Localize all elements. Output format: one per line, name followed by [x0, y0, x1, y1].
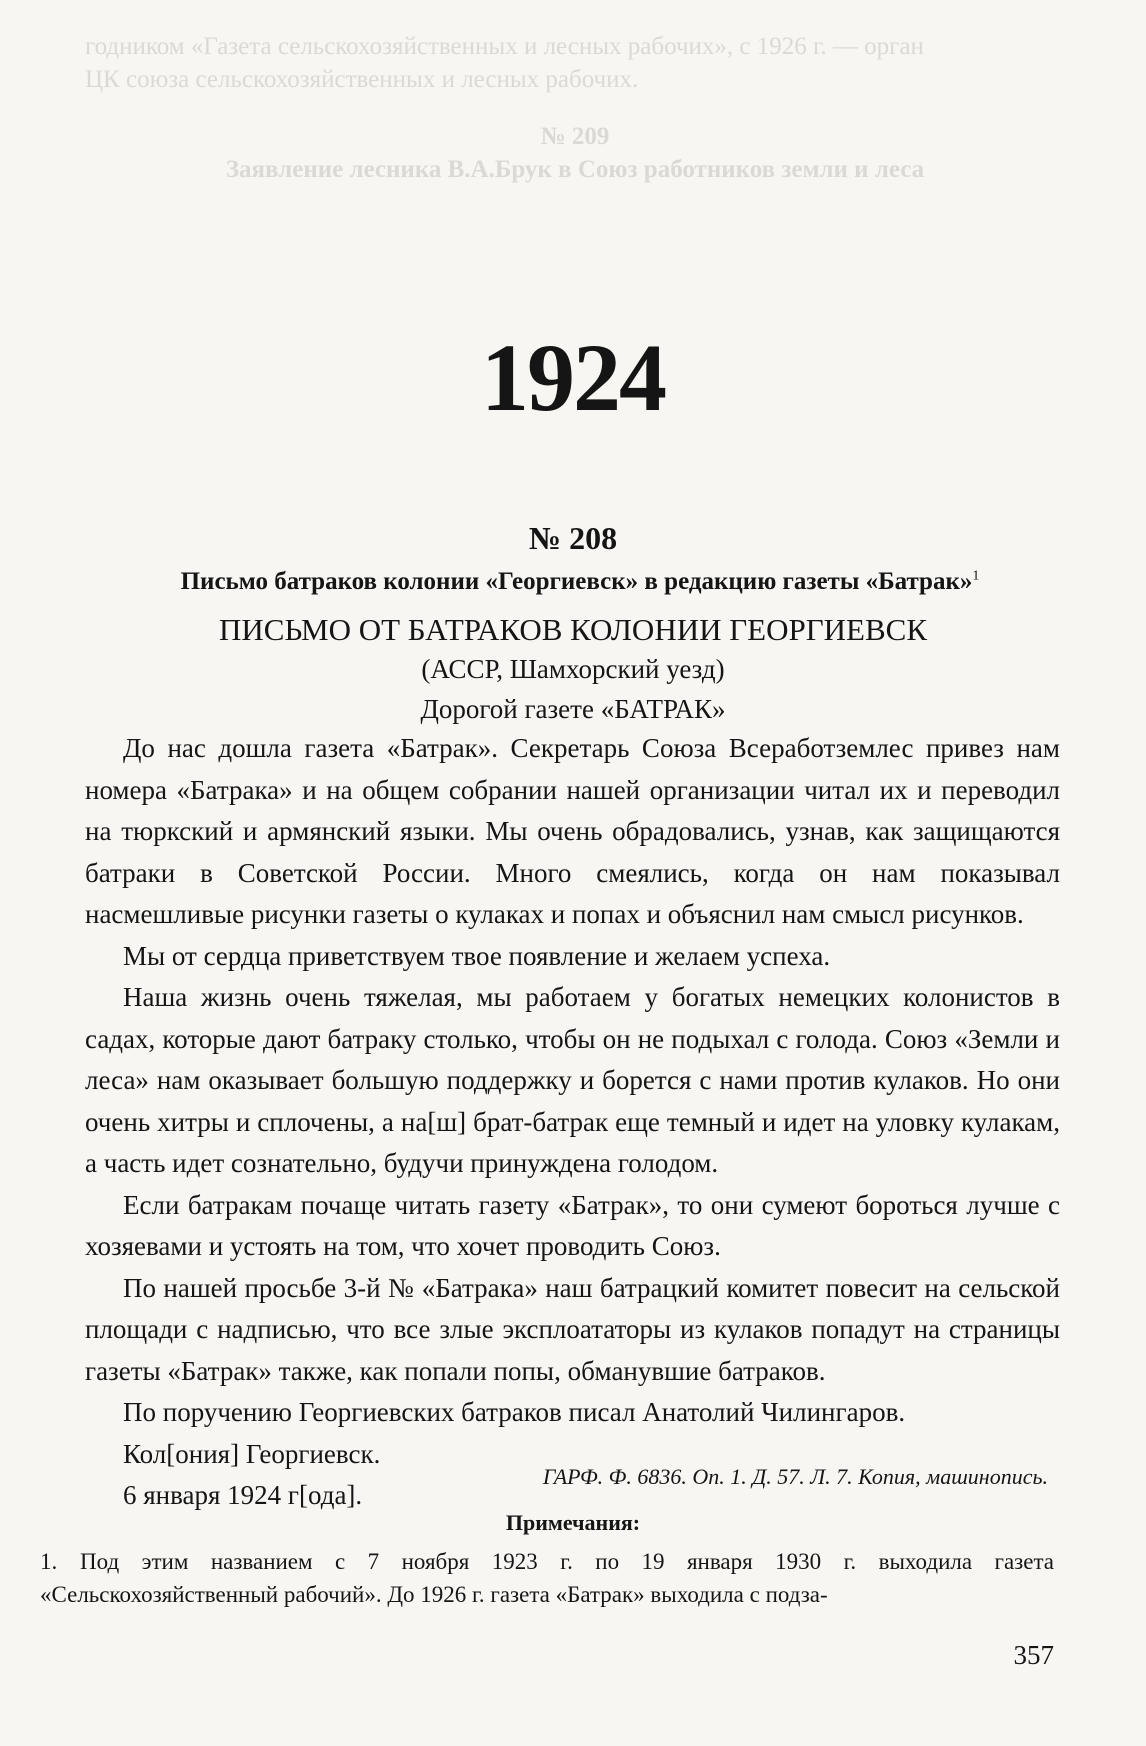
paragraph: По нашей просьбе 3-й № «Батрака» наш батрацкий комитет повесит на сельской площади с надписью, что все злые эксплоататоры из кулаков попадут на страницы газеты «Батрак» также, как попали попы, обманувшие батраков.: [85, 1272, 1060, 1386]
paragraph: Мы от сердца приветствуем твое появление и желаем успеха.: [123, 940, 831, 971]
letter-subheading: (АССР, Шамхорский уезд): [421, 654, 725, 684]
document-title: [60, 568, 1100, 596]
footnote-text: Под этим названием с 7 ноября 1923 г. по 19 января 1930 г. выходила газета «Сельскохозяйственный рабочий». До 1926 г. газета «Батрак» выходила с подза-: [40, 1549, 1054, 1607]
ghost-line: ЦК союза сельскохозяйственных и лесных рабочих.: [85, 66, 639, 93]
page-number: 357: [1013, 1640, 1054, 1670]
letter-heading: ПИСЬМО ОТ БАТРАКОВ КОЛОНИИ ГЕОРГИЕВСК: [219, 612, 927, 647]
ghost-title: Заявление лесника В.А.Брук в Союз работников земли и леса: [225, 156, 925, 183]
footnote: [40, 1545, 1054, 1611]
footnote-number: 1.: [40, 1549, 58, 1574]
bleed-through-text: [85, 30, 1065, 186]
paragraph: Наша жизнь очень тяжелая, мы работаем у богатых немецких колонистов в садах, которые дают батраку столько, чтобы он не подыхал с голода. Союз «Земли и леса» нам оказывает большую поддержку и борется с нами против кулаков. Но они очень хитры и сплочены, а на[ш] брат-батрак еще темный и идет на уловку кулакам, а часть идет сознательно, будучи принуждена голодом.: [85, 982, 1060, 1178]
footnote-ref: 1: [972, 568, 980, 584]
document-number: № 208: [528, 520, 618, 556]
letter-salutation: Дорогой газете «БАТРАК»: [420, 694, 726, 724]
date-line: 6 января 1924 г[ода].: [123, 1480, 363, 1510]
year-heading: 1924: [481, 324, 665, 431]
document-title-text: Письмо батраков колонии «Георгиевск» в редакцию газеты «Батрак»: [180, 568, 973, 595]
paragraph: Если батракам почаще читать газету «Батрак», то они сумеют бороться лучше с хозяевами и устоять на том, что хочет проводить Союз.: [85, 1189, 1060, 1261]
notes-heading: Примечания:: [505, 1510, 641, 1535]
letter-body: [85, 728, 1060, 1517]
paragraph: До нас дошла газета «Батрак». Секретарь Союза Всеработземлес привез нам номера «Батрака» и на общем собрании нашей организации читал их и переводил на тюркский и армянский языки. Мы очень обрадовались, узнав, как защищаются батраки в Советской России. Много смеялись, когда он нам показывал насмешливые рисунки газеты о кулаках и попах и объяснил нам смысл рисунков.: [85, 733, 1060, 929]
place-line: Кол[ония] Георгиевск.: [123, 1438, 381, 1469]
archive-source: ГАРФ. Ф. 6836. Оп. 1. Д. 57. Л. 7. Копия, машинопись.: [542, 1464, 1048, 1489]
ghost-line: годником «Газета сельскохозяйственных и лесных рабочих», с 1926 г. — орган: [85, 33, 924, 60]
signature-line: По поручению Георгиевских батраков писал Анатолий Чилингаров.: [123, 1397, 906, 1427]
ghost-number: № 209: [540, 123, 610, 150]
